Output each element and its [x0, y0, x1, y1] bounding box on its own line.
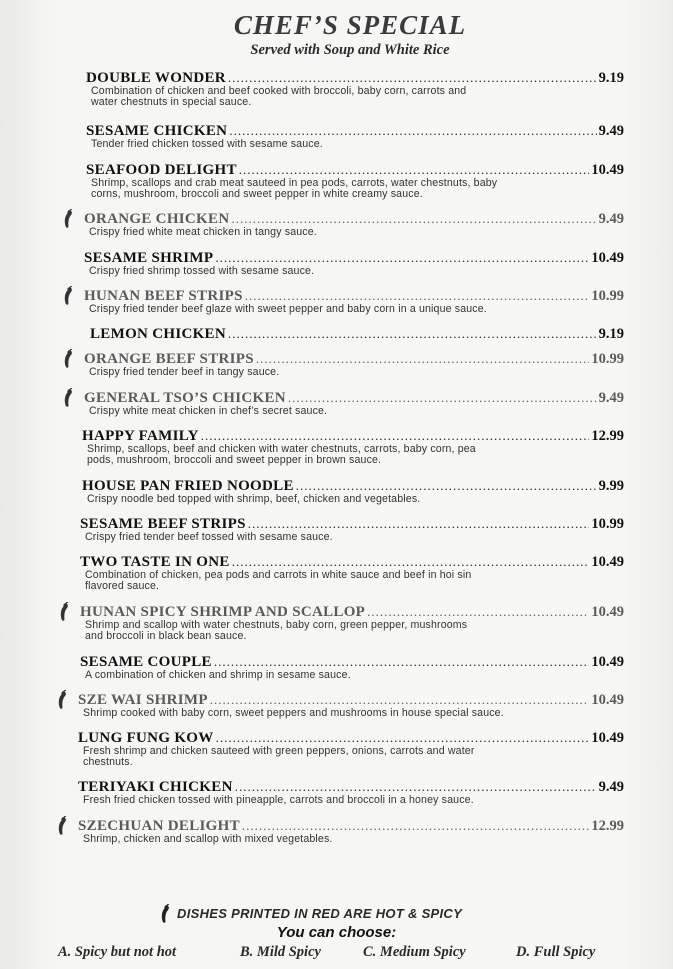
hot-spicy-note — [160, 902, 560, 922]
menu-item-name: TERIYAKI CHICKEN — [78, 779, 233, 795]
menu-item-description: Shrimp and scallop with water chestnuts, baby corn, green pepper, mushrooms — [85, 619, 468, 631]
menu-item — [78, 818, 624, 846]
page-title: CHEF’S SPECIAL — [233, 10, 467, 40]
menu-item-name: SZE WAI SHRIMP — [78, 692, 208, 708]
menu-item-description: Crispy fried tender beef glaze with sweet pepper and baby corn in a unique sauce. — [89, 303, 487, 315]
menu-item — [86, 123, 624, 151]
menu-item-description: Fresh fried chicken tossed with pineapple, carrots and broccoli in a honey sauce. — [83, 794, 474, 806]
menu-item-description: Crispy fried tender beef tossed with sesame sauce. — [85, 531, 333, 543]
dot-leader — [245, 288, 590, 304]
spice-option-b: B. Mild Spicy — [240, 944, 321, 960]
menu-item — [82, 478, 624, 506]
menu-item — [86, 70, 624, 108]
menu-item-description: Crispy fried white meat chicken in tangy sauce. — [89, 226, 317, 238]
menu-item-name: DOUBLE WONDER — [86, 70, 226, 86]
menu-item-description: Tender fried chicken tossed with sesame sauce. — [91, 138, 323, 150]
menu-item-description: Combination of chicken and beef cooked with broccoli, baby corn, carrots and — [91, 85, 467, 97]
dot-leader — [216, 730, 590, 746]
menu-item-description: A combination of chicken and shrimp in sesame sauce. — [85, 669, 351, 681]
dot-leader — [201, 428, 590, 444]
menu-item-description: chestnuts. — [83, 755, 133, 768]
menu-item-price: 9.49 — [598, 390, 624, 406]
menu-item — [78, 692, 624, 720]
menu-item — [84, 250, 624, 278]
dot-leader — [288, 390, 597, 406]
menu-item-name: HAPPY FAMILY — [82, 428, 199, 444]
menu-item-description: Crispy noodle bed topped with shrimp, beef, chicken and vegetables. — [87, 493, 421, 505]
menu-item-description: corns, mushroom, broccoli and sweet pepper in white creamy sauce. — [91, 187, 423, 200]
dot-leader — [231, 211, 596, 227]
dot-leader — [242, 818, 589, 834]
menu-item-description: water chestnuts in special sauce. — [91, 95, 252, 108]
menu-item-name: SESAME SHRIMP — [84, 250, 214, 266]
menu-item-description: Combination of chicken, pea pods and carrots in white sauce and beef in hoi sin — [85, 569, 472, 581]
choose-heading: You can choose: — [276, 924, 397, 941]
menu-item-price: 10.49 — [591, 654, 624, 670]
menu-item-name: GENERAL TSO’S CHICKEN — [84, 390, 286, 406]
dot-leader — [229, 123, 596, 139]
menu-item-description: Crispy fried shrimp tossed with sesame sauce. — [89, 265, 315, 277]
menu-item-price: 9.49 — [598, 123, 624, 139]
dot-leader — [296, 478, 597, 494]
menu-item-price: 9.19 — [598, 326, 624, 342]
pepper-icon — [57, 690, 69, 710]
dot-leader — [215, 250, 589, 266]
spice-option-c: C. Medium Spicy — [363, 944, 466, 960]
menu-item — [78, 730, 624, 768]
menu-item-name: LEMON CHICKEN — [90, 326, 226, 342]
pepper-icon — [59, 602, 71, 622]
menu-item-name: SZECHUAN DELIGHT — [78, 818, 240, 834]
menu-item — [84, 211, 624, 239]
menu-item-price: 12.99 — [591, 428, 624, 444]
menu-item-description: Shrimp, scallops and crab meat sauteed in pea pods, carrots, water chestnuts, baby — [91, 177, 498, 189]
dot-leader — [232, 554, 590, 570]
menu-item-description: flavored sauce. — [85, 579, 160, 592]
menu-item-description: Shrimp cooked with baby corn, sweet peppers and mushrooms in house special sauce. — [83, 707, 504, 719]
pepper-icon — [63, 286, 75, 306]
dot-leader — [248, 516, 590, 532]
menu-item-name: ORANGE CHICKEN — [84, 211, 230, 227]
menu-item-price: 9.99 — [598, 478, 624, 494]
dot-leader — [228, 326, 597, 342]
menu-item-description: and broccoli in black bean sauce. — [85, 629, 247, 642]
pepper-icon — [57, 816, 69, 836]
menu-item-price: 10.49 — [591, 554, 624, 570]
spice-option-d: D. Full Spicy — [516, 944, 596, 960]
menu-item-description: Fresh shrimp and chicken sauteed with green peppers, onions, carrots and water — [83, 745, 475, 757]
menu-item-name: ORANGE BEEF STRIPS — [84, 351, 254, 367]
menu-item — [86, 162, 624, 200]
menu-item — [80, 554, 624, 592]
menu-item — [80, 516, 624, 544]
menu-item-line — [90, 326, 624, 343]
menu-item-price: 10.49 — [591, 162, 624, 178]
menu-item — [80, 604, 624, 642]
menu-item — [84, 390, 624, 418]
menu-item-description: Shrimp, chicken and scallop with mixed vegetables. — [83, 833, 333, 845]
menu-item-name: LUNG FUNG KOW — [78, 730, 214, 746]
menu-item — [82, 428, 624, 466]
dot-leader — [228, 70, 597, 86]
menu-item-price: 9.49 — [598, 779, 624, 795]
dot-leader — [214, 654, 590, 670]
menu-item-price: 10.49 — [591, 692, 624, 708]
hot-spicy-note-text: DISHES PRINTED IN RED ARE HOT & SPICY — [177, 906, 463, 921]
menu-item-name: TWO TASTE IN ONE — [80, 554, 230, 570]
menu-item-price: 10.49 — [591, 604, 624, 620]
dot-leader — [210, 692, 590, 708]
menu-item — [84, 351, 624, 379]
menu-item-name: SESAME COUPLE — [80, 654, 212, 670]
menu-item-price: 10.49 — [591, 730, 624, 746]
dot-leader — [239, 162, 590, 178]
menu-item — [78, 779, 624, 807]
page-subtitle: Served with Soup and White Rice — [250, 42, 450, 58]
menu-item-name: HUNAN SPICY SHRIMP AND SCALLOP — [80, 604, 366, 620]
menu-item — [80, 654, 624, 682]
menu-item-price: 10.49 — [591, 250, 624, 266]
dot-leader — [256, 351, 589, 367]
menu-item — [90, 326, 624, 343]
menu-item-name: SEAFOOD DELIGHT — [86, 162, 237, 178]
pepper-icon — [160, 904, 172, 924]
menu-item-price: 10.99 — [591, 351, 624, 367]
pepper-icon — [63, 349, 75, 369]
dot-leader — [235, 779, 597, 795]
menu-item-name: SESAME CHICKEN — [86, 123, 228, 139]
menu-item-price: 9.49 — [598, 211, 624, 227]
menu-item-name: HOUSE PAN FRIED NOODLE — [82, 478, 294, 494]
menu-item-price: 9.19 — [598, 70, 624, 86]
menu-item-name: SESAME BEEF STRIPS — [80, 516, 246, 532]
menu-item-name: HUNAN BEEF STRIPS — [84, 288, 243, 304]
menu-item — [84, 288, 624, 316]
menu-item-description: Crispy white meat chicken in chef’s secret sauce. — [89, 405, 328, 417]
pepper-icon — [63, 209, 75, 229]
menu-item-price: 10.99 — [591, 516, 624, 532]
menu-item-description: Shrimp, scallops, beef and chicken with water chestnuts, carrots, baby corn, pea — [87, 443, 476, 455]
menu-item-price: 12.99 — [591, 818, 624, 834]
spice-option-a: A. Spicy but not hot — [58, 944, 177, 960]
menu-item-price: 10.99 — [591, 288, 624, 304]
pepper-icon — [63, 388, 75, 408]
menu-item-description: Crispy fried tender beef in tangy sauce. — [89, 366, 280, 378]
dot-leader — [367, 604, 589, 620]
menu-item-description: pods, mushroom, broccoli and sweet pepper in brown sauce. — [87, 453, 382, 466]
